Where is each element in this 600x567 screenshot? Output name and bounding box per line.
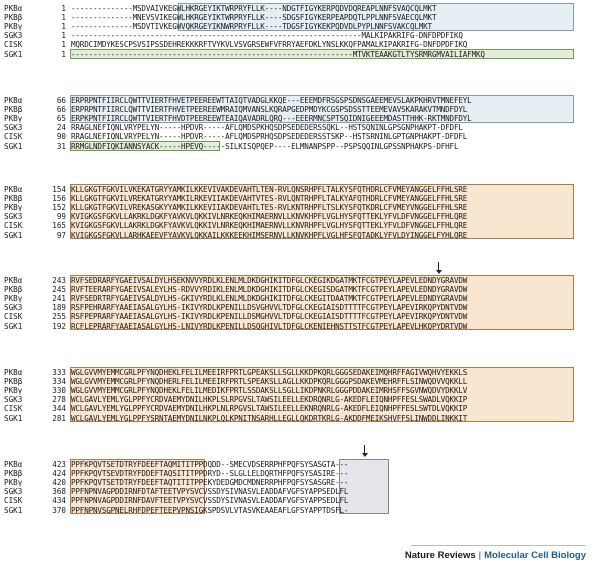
sequence: WGLGVVMYEMMCGRLPFYNQDHERLFELILMEEIRFPRTLSPEAKSLLAGLLKKDPKQRLGGGPSDAKEVMEHRFFLSINWQDVVQKKLL — [71, 377, 468, 387]
residue-number: 156 — [52, 194, 66, 204]
residue-number: 189 — [52, 303, 66, 313]
protein-name: PKBβ — [4, 285, 23, 295]
residue-number: 165 — [52, 221, 66, 231]
protein-name: PKBα — [4, 460, 23, 469]
residue-number: 66 — [56, 96, 66, 105]
protein-name: SGK1 — [4, 413, 23, 423]
sequence: RRAGLNEFIQNLVRYPELYN-----HPDVR-----AFLQMDSPRHQSDPSEDEDERSSTSKP--HSTSRNINLGPTGNPHAKPT-DFDFL — [71, 132, 468, 142]
protein-name: SGK3 — [4, 487, 23, 497]
residue-number: 434 — [52, 496, 66, 506]
protein-name: SGK1 — [4, 321, 23, 331]
sequence: --------------MNEVSVIKEGWLHKRGEYIKTWRPRYFLLK----SDGSFIGYKERPEAPDQTLPPLNNFSVAECQLMKT — [71, 13, 437, 23]
residue-number: 278 — [52, 395, 66, 405]
residue-number: 97 — [56, 230, 66, 240]
sequence: --------------MSDVAIVKEGWLHKRGEYIKTWRPRYFLLK----NDGTFIGYKERPQDVDQREAPLNNFSVAQCQLMKT — [71, 4, 437, 13]
sequence: KVIGKGSFGKVLLARHKAEEVFYAVKVLQKKAILKKKEEKHIMSERNVLLKNVKHPFLVGLHFSFQTADKLYFVLDYINGGELFYHLQRE — [71, 230, 468, 240]
protein-name: PKBβ — [4, 469, 23, 479]
protein-name: CISK — [4, 132, 23, 142]
sequence: WCLGAVLYEMLYGLPPFYSRNTAEMYDNILNKPLQLKPNITNSARHLLEGLLQKDRTKRLG-AKDDFMEIKSHVFFSLINWDDLINKKIT — [71, 413, 468, 423]
residue-number: 334 — [52, 377, 66, 387]
protein-name: PKBγ — [4, 386, 23, 396]
protein-name: PKBα — [4, 185, 23, 194]
sequence: RVFSEDRARFYGAEIVSALDYLHSEKNVVYRDLKLENLMLDKDGHIKITDFGLCKEGIKDGATMKTFCGTPEYLAPEVLEDNDYGRAVDW — [71, 276, 468, 285]
residue-number: 99 — [56, 212, 66, 222]
protein-name: PKBα — [4, 96, 23, 105]
protein-name: SGK3 — [4, 123, 23, 133]
sequence: PPFKPQVTSETDTRYFDEEFTAQMITITPPDQDD--SMECVDSERRPHFPQFSYSASGTA--- — [71, 460, 349, 469]
residue-number: 152 — [52, 203, 66, 213]
sequence: RSFPEHRARFYAAEIASALGYLHS-IKIVYRDLKPENILLDSVGHVVLTDFGLCKEGIAISDTTTTFCGTPEYLAPEVIRKQPYDNTVDW — [71, 303, 468, 313]
protein-name: SGK1 — [4, 49, 23, 59]
journal-credit — [405, 550, 586, 561]
protein-name: PKBγ — [4, 203, 23, 213]
residue-number: 241 — [52, 294, 66, 304]
sequence: KVIGKGSFGKVLLAKRKLDGKFYAVKVLQKKIVLNRKEQKHIMAERNVLLKNVKHPFLVGLHYSFQTTEKLYFVLDFVNGGELFFHLQRE — [71, 212, 468, 222]
residue-number: 24 — [56, 123, 66, 133]
sequence: RRMGLNDFIQKIANNSYACK-----HPEVQ-----SILKISQPQEP----ELMNANPSPP--PSPSQQINLGPSSNPHAKPS-DFHFL — [71, 141, 459, 151]
residue-number: 66 — [56, 105, 66, 115]
protein-name: SGK3 — [4, 212, 23, 222]
sequence: RCFLEPRARFYAAEIASALGYLHS-LNIVYRDLKPENILLDSQGHIVLTDFGLCKENIEHNSTTSTFCGTPEYLAPEVLHKQPYDRTVDW — [71, 321, 468, 331]
sequence: KLLGKGTFGKVILVREKATGRYYAMKILRKEVIIAKDEVAHTVTES-RVLQNTRHPFLTALKYAFQTHDRLCFVMEYANGGELFFHLSRE — [71, 194, 468, 204]
residue-number: 245 — [52, 285, 66, 295]
residue-number: 1 — [61, 4, 66, 13]
sequence: RSFPEPRARFYAAEIASALGYLHS-IKIVYRDLKPENILLDSMGHVVLTDFGLCKEGIAISDTTTTFCGTPEYLAPEVIRKQPYDNTVDW — [71, 312, 468, 322]
residue-number: 31 — [56, 141, 66, 151]
sequence: MQRDCIMDYKESCPSVSIPSSDEHREKKKRFTVYKVLVSVGRSEWFVFRRYAEFDKLYNSLKKQFPAMALKIPAKRIFG-DNFDPDFIKQ — [71, 40, 468, 50]
residue-number: 423 — [52, 460, 66, 469]
residue-number: 1 — [61, 40, 66, 50]
residue-number: 370 — [52, 505, 66, 515]
residue-number: 90 — [56, 132, 66, 142]
residue-number: 192 — [52, 321, 66, 331]
journal-section: Molecular Cell Biology — [484, 550, 586, 561]
sequence: KLLGKGTFGKVILVREKASGKYYAMKILKKEVIIAKDEVAHTLTES-RVLKNTRHPFLTSLKYSFQTKDRLCFVMEYVNGGELFFHLSRE — [71, 203, 468, 213]
protein-name: SGK3 — [4, 31, 23, 41]
protein-name: PKBα — [4, 276, 23, 285]
sequence: WGLGVVMYEMMCGRLPFYNQDHEKLFELILMEEIRFPRTLGPEAKSLLSGLLKKDPKQRLGGGSEDAKEIMQHRFFAGIVWQHVYEKKLS — [71, 368, 468, 377]
protein-name: CISK — [4, 404, 23, 414]
protein-name: SGK1 — [4, 230, 23, 240]
residue-number: 1 — [61, 22, 66, 32]
protein-name: SGK1 — [4, 141, 23, 151]
sequence: RRAGLNEFIQNLVRYPELYN-----HPDVR-----AFLQMDSPKHQSDPSEDEDERSSQKL--HSTSQNINLGPSGNPHAKPT-DFDFL — [71, 123, 463, 133]
sequence: RVFSEDRTRFYGAEIVSALDYLHS-GKIVYRDLKLENLMLDKDGHIKITDFGLCKEGITDAATMKTFCGTPEYLAPEVLEDNDYGRAVDW — [71, 294, 468, 304]
sequence: KLLGKGTFGKVILVKEKATGRYYAMKILKKEVIVAKDEVAHTLTEN-RVLQNSRHPFLTALKYSFQTHDRLCFVMEYANGGELFFHLSRE — [71, 185, 468, 194]
sequence: KVIGKGSFGKVLLAKRKLDGKFYAVKVLQKKIVLNRKEQKHIMAERNVLLKNVRHPFLVGLHYSFQTTEKLYFVLDFVNGGELFFHLQRE — [71, 221, 468, 231]
residue-number: 1 — [61, 13, 66, 23]
sequence: ERPKPNTFIIRCLQWTTVIERTFHVDTPEEREEWTEAIQAVADRLQRQ---EEERMNCSPTSQIDNIGEEEMDASTTHHK-RKTMNDFDYL — [71, 114, 472, 124]
sequence: WCLGAVLYEMLYGLPPFYCRDVAEMYDNILHKPLNLRPGVSLTAWSILEELLEKNRQNRLG-AKEDFLEIQNHPFFESLSWTDLVQKKIP — [71, 404, 468, 414]
sequence: PPFNPNVAGPDDIRNFDTAFTEETVPYSVCVSSDYSIVNASVLEADDAFVGFSYAPPSEDLFL — [71, 487, 349, 497]
protein-name: PKBγ — [4, 114, 23, 124]
sequence: WCLGAVLYEMLYGLPPFYCRDVAEMYDNILHKPLSLRPGVSLTAWSILEELLEKDRQNRLG-AKEDFLEIQNHPFFESLSWADLVQKKIP — [71, 395, 468, 405]
sequence: PPFNPNVSGPNELRHFDPEFTEEPVPNSIGKSPDSVLVTASVKEAAEAFLGFSYAPPTDSFL- — [71, 505, 349, 515]
sequence: RVFTEERARFYGAEIVSALEYLHS-RDVVYRDIKLENLMLDKDGHIKITDFGLCKEGISDGATMKTFCGTPEYLAPEVLEDNDYGRAVDW — [71, 285, 468, 295]
residue-number: 368 — [52, 487, 66, 497]
protein-name: PKBβ — [4, 194, 23, 204]
sequence: ----------------------------------------------------------------MTVKTEAAKGTLTYSRMRGMVAILIAFMKQ — [71, 49, 485, 59]
protein-name: PKBβ — [4, 377, 23, 387]
residue-number: 65 — [56, 114, 66, 124]
sequence: --------------MSDVTIVKEGWVQKRGEYIKNWRPRYFLLK----TDGSFIGYKEKPQDVDLPYPLNNFSVAKCQLMKT — [71, 22, 432, 32]
protein-name: PKBα — [4, 4, 23, 13]
residue-number: 1 — [61, 31, 66, 41]
protein-name: SGK1 — [4, 505, 23, 515]
protein-name: PKBγ — [4, 294, 23, 304]
sequence: PPFKPQVTSEVDTRYFDDEFTAQSITITPPDRYD--SLGLLELDQRTHFPQFSYSASIRE--- — [71, 469, 349, 479]
sequence: WGLGVVMYEMMCGRLPFYNQDHEKLFELILMEDIKFPRTLSSDAKSLLSGLLIKDPNKRLGGGPDDAKEIMRHSFFSGVNWQDVYDKKLV — [71, 386, 468, 396]
protein-name: CISK — [4, 40, 23, 50]
residue-number: 281 — [52, 413, 66, 423]
protein-name: PKBα — [4, 368, 23, 377]
protein-name: PKBγ — [4, 478, 23, 488]
footer-divider — [411, 545, 586, 546]
footer-separator: | — [478, 550, 482, 561]
residue-number: 330 — [52, 386, 66, 396]
protein-name: SGK3 — [4, 303, 23, 313]
protein-name: CISK — [4, 312, 23, 322]
sequence: PPFNPNVAGPDDIRNFDAVFTEETVPYSVCVSSDYSIVNASVLEADDAFVGFSYAPPSEDLFL — [71, 496, 349, 506]
protein-name: SGK3 — [4, 395, 23, 405]
residue-number: 154 — [52, 185, 66, 194]
sequence: PPFKPQVTSETDTRYFDEEFTAQTITITPPEKYDEDGMDCMDNERRPHFPQFSYSASGRE--- — [71, 478, 349, 488]
residue-number: 333 — [52, 368, 66, 377]
residue-number: 344 — [52, 404, 66, 414]
sequence: ------------------------------------------------------------------MALKIPAKRIFG-DNFDPDFIKQ — [71, 31, 463, 41]
protein-name: PKBβ — [4, 13, 23, 23]
protein-name: PKBγ — [4, 22, 23, 32]
sequence: ERPRPNTFIIRCLQWTTVIERTFHVETPEEREEWTTAIQTVADGLKKQE---EEEMDFRSGSPSDNSGAEEMEVSLAKPKHRVTMNEFEYL — [71, 96, 472, 105]
residue-number: 420 — [52, 478, 66, 488]
residue-number: 243 — [52, 276, 66, 285]
residue-number: 424 — [52, 469, 66, 479]
residue-number: 1 — [61, 49, 66, 59]
sequence: ERPRPNTFIIRCLQWTTVIERTFHVETPEEREEWMRAIQMVANSLKQRAPGEDPMDYKCGSPSDSSTTEEMEVAVSKARAKVTMNDFDYL — [71, 105, 468, 115]
protein-name: CISK — [4, 496, 23, 506]
journal-name: Nature Reviews — [404, 550, 476, 561]
residue-number: 255 — [52, 312, 66, 322]
protein-name: CISK — [4, 221, 23, 231]
protein-name: PKBβ — [4, 105, 23, 115]
